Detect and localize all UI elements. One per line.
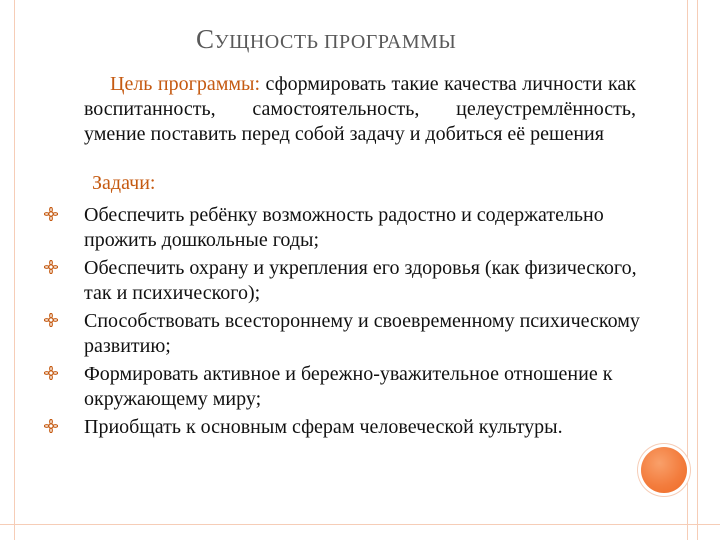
sun-flower-icon (44, 366, 58, 380)
task-text: Формировать активное и бережно-уважительное отношение к окружающему миру; (84, 363, 613, 410)
slide-title (196, 24, 456, 55)
frame-bottom-line (0, 524, 720, 525)
task-item (0, 203, 640, 253)
sun-flower-icon (44, 260, 58, 274)
goal-paragraph (84, 72, 636, 147)
sun-flower-icon (44, 313, 58, 327)
task-item (0, 362, 640, 412)
tasks-label: Задачи: (92, 172, 156, 194)
decorative-orange-circle (641, 447, 687, 493)
frame-right-line-outer (687, 0, 688, 540)
frame-right-line-inner (697, 0, 698, 540)
goal-text: сформировать такие качества личности как воспитанность, самостоятельность, целеустремлённость, умение поставить перед собой задачу и добиться её решения (84, 73, 636, 145)
task-item (0, 415, 640, 440)
task-text: Обеспечить охрану и укрепления его здоровья (как физического, так и психического); (84, 257, 637, 304)
task-text: Обеспечить ребёнку возможность радостно и содержательно прожить дошкольные годы; (84, 204, 604, 251)
title-word-2: ПРОГРАММЫ (324, 31, 457, 53)
tasks-list (0, 203, 640, 443)
title-initial: С (196, 24, 215, 54)
sun-flower-icon (44, 419, 58, 433)
sun-flower-icon (44, 207, 58, 221)
task-item (0, 309, 640, 359)
task-text: Приобщать к основным сферам человеческой культуры. (84, 416, 563, 438)
task-item (0, 256, 640, 306)
goal-label: Цель программы: (110, 73, 260, 95)
title-word-1: УЩНОСТЬ (214, 31, 325, 53)
task-text: Способствовать всестороннему и своевременному психическому развитию; (84, 310, 640, 357)
